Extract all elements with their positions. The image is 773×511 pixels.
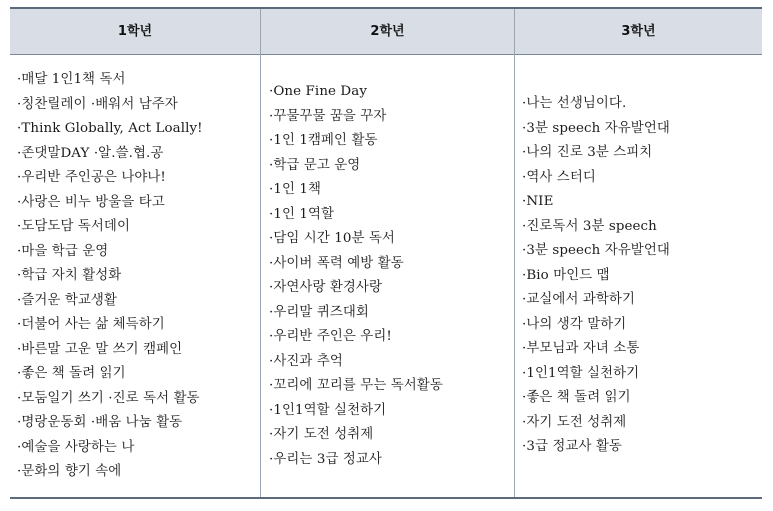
activity-item: ·우리는 3급 정교사: [269, 451, 382, 467]
activity-item: ·교실에서 과학하기: [522, 292, 635, 307]
activity-item: ·우리반 주인공은 나야나!: [17, 170, 166, 185]
activity-item: ·나는 선생님이다.: [522, 96, 627, 111]
column-divider: [260, 9, 261, 497]
activity-item: ·매달 1인1책 독서: [17, 72, 126, 87]
activity-item: ·학급 문고 운영: [269, 157, 361, 173]
column-divider: [514, 9, 515, 497]
activity-item: ·꾸물꾸물 꿈을 꾸자: [269, 108, 387, 124]
activity-item: ·우리말 퀴즈대회: [269, 304, 369, 320]
activity-item: ·1인 1역할: [269, 206, 335, 222]
header-grade-3: 3학년: [621, 24, 656, 39]
activity-item: ·부모님과 자녀 소통: [522, 341, 640, 356]
activity-item: ·3분 speech 자유발언대: [522, 120, 670, 136]
activity-item: ·사진과 추억: [269, 353, 343, 369]
activity-item: ·더불어 사는 삶 체득하기: [17, 317, 165, 332]
activity-item: ·좋은 책 돌려 읽기: [17, 366, 126, 381]
activity-item: ·자기 도전 성취제: [522, 414, 627, 430]
activity-item: ·우리반 주인은 우리!: [269, 329, 392, 344]
activity-item: ·1인 1캠페인 활동: [269, 133, 378, 148]
activity-item: ·3분 speech 자유발언대: [522, 243, 670, 258]
activity-item: ·역사 스터디: [522, 169, 596, 185]
header-grade-1: 1학년: [117, 24, 153, 39]
activity-item: ·자기 도전 성취제: [269, 427, 374, 442]
activity-item: ·칭찬릴레이 ·배워서 남주자: [17, 96, 178, 112]
activity-item: ·꼬리에 꼬리를 무는 독서활동: [269, 378, 443, 393]
grade-3-activity-list: [522, 92, 670, 460]
activity-item: ·예술을 사랑하는 나: [17, 439, 135, 455]
activity-table: [10, 7, 762, 499]
activity-item: ·학급 자치 활성화: [17, 268, 122, 283]
activity-item: ·자연사랑 환경사랑: [269, 280, 382, 295]
activity-item: ·나의 생각 말하기: [522, 316, 627, 332]
activity-item: ·사이버 폭력 예방 활동: [269, 255, 404, 271]
activity-item: ·1인 1책: [269, 182, 322, 197]
activity-item: ·One Fine Day: [269, 84, 368, 99]
activity-item: ·담임 시간 10분 독서: [269, 231, 395, 246]
activity-item: ·존댓말DAY ·알.쓸.협.공: [17, 145, 164, 161]
grade-1-activity-list: [17, 68, 203, 485]
activity-item: ·Think Globally, Act Loally!: [17, 121, 203, 136]
activity-item: ·3급 정교사 활동: [522, 439, 622, 454]
activity-item: ·바른말 고운 말 쓰기 캠페인: [17, 341, 183, 357]
activity-item: ·NIE: [522, 194, 554, 209]
activity-item: ·좋은 책 돌려 읽기: [522, 390, 631, 405]
activity-item: ·문화의 향기 속에: [17, 464, 122, 479]
table-header-row: [10, 9, 762, 55]
table-bottom-border: [10, 497, 762, 499]
activity-item: ·Bio 마인드 맵: [522, 267, 610, 283]
grade-2-activity-list: [269, 80, 443, 472]
activity-item: ·마을 학급 운영: [17, 243, 109, 259]
activity-item: ·1인1역할 실천하기: [522, 365, 640, 381]
activity-item: ·즐거운 학교생활: [17, 292, 117, 308]
activity-item: ·도담도담 독서데이: [17, 219, 130, 234]
activity-item: ·명랑운동회 ·배움 나눔 활동: [17, 415, 183, 430]
activity-item: ·모둠일기 쓰기 ·진로 독서 활동: [17, 390, 200, 406]
activity-item: ·사랑은 비누 방울을 타고: [17, 194, 165, 210]
activity-item: ·진로독서 3분 speech: [522, 218, 657, 234]
activity-item: ·1인1역할 실천하기: [269, 402, 387, 418]
activity-item: ·나의 진로 3분 스피치: [522, 145, 653, 160]
header-grade-2: 2학년: [370, 24, 405, 39]
